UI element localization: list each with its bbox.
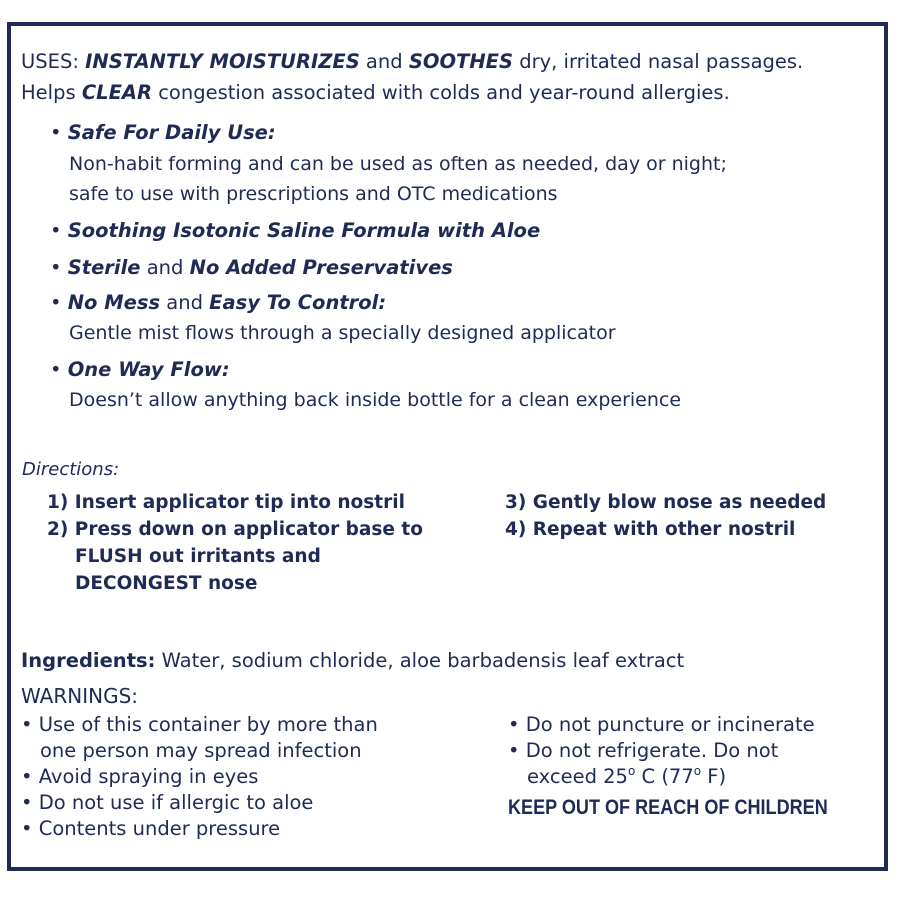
bullet-sub-text: Non-habit forming and can be used as often as needed, day or night; [69,153,727,175]
bullet-and: and [140,256,190,279]
bullet-safe-daily-use [50,123,276,143]
bullet-isotonic-saline [50,221,540,241]
bullet-sterile [50,258,453,278]
warning-temp-b: C (77 [635,765,694,788]
ingredients-label: Ingredients: [21,649,156,672]
warning-item: • Avoid spraying in eyes [21,765,259,788]
direction-step-4: 4) Repeat with other nostril [505,519,796,540]
uses-line-2 [21,83,730,103]
bullet-title: Safe For Daily Use: [67,121,276,144]
bullet-and: and [160,291,210,314]
uses-helps: Helps [21,81,82,104]
uses-emphasis-soothes: SOOTHES [408,50,514,73]
bullet-title: One Way Flow: [67,358,230,381]
uses-and: and [359,50,409,73]
bullet-title: Easy To Control: [209,291,387,314]
direction-step-2: 2) Press down on applicator base to [47,519,423,540]
warnings-heading: WARNINGS: [21,684,139,708]
uses-emphasis-moisturizes: INSTANTLY MOISTURIZES [85,50,360,73]
bullet-title: No Mess [67,291,161,314]
bullet-dot-icon: • [50,219,62,242]
warning-item: • Do not puncture or incinerate [508,713,815,736]
warning-item: • Use of this container by more than [21,713,378,736]
bullet-no-mess [50,293,386,313]
bullet-title: No Added Preservatives [189,256,453,279]
direction-step-1: 1) Insert applicator tip into nostril [47,492,405,513]
uses-line-2-rest: congestion associated with colds and year-round allergies. [152,81,730,104]
warning-item: • Do not use if allergic to aloe [21,791,314,814]
bullet-sub-text: Doesn’t allow anything back inside bottle for a clean experience [69,389,682,411]
direction-step-2-cont: FLUSH out irritants and [75,546,321,567]
uses-rest: dry, irritated nasal passages. [513,50,804,73]
degree-symbol: o [627,764,636,778]
bullet-dot-icon: • [50,256,62,279]
degree-symbol: o [693,764,702,778]
warning-item-cont: one person may spread infection [40,739,362,762]
warning-item-cont [527,764,727,788]
direction-step-3: 3) Gently blow nose as needed [505,492,827,513]
warning-temp-c: F) [701,765,727,788]
bullet-dot-icon: • [50,291,62,314]
warning-item: • Do not refrigerate. Do not [508,739,779,762]
uses-emphasis-clear: CLEAR [81,81,152,104]
bullet-dot-icon: • [50,121,62,144]
ingredients-line [21,651,684,671]
bullet-title: Soothing Isotonic Saline Formula with Aloe [67,219,541,242]
bullet-sub-text: Gentle mist flows through a specially designed applicator [69,322,616,344]
warning-temp-a: exceed 25 [527,765,628,788]
ingredients-text: Water, sodium chloride, aloe barbadensis leaf extract [155,649,685,672]
keep-out-of-reach: KEEP OUT OF REACH OF CHILDREN [508,796,828,819]
bullet-sub-text: safe to use with prescriptions and OTC medications [69,183,558,205]
warning-item: • Contents under pressure [21,817,281,840]
bullet-one-way-flow [50,360,230,380]
directions-heading: Directions: [22,459,120,480]
bullet-title: Sterile [67,256,141,279]
uses-line-1 [21,52,803,72]
uses-label: USES: [21,50,79,73]
direction-step-2-cont: DECONGEST nose [75,573,258,594]
bullet-dot-icon: • [50,358,62,381]
